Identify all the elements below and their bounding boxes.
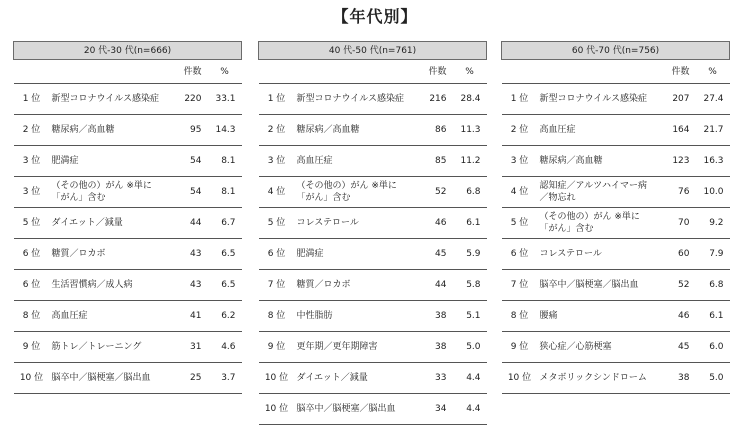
count-cell: 44 — [160, 208, 208, 239]
table-row — [502, 84, 730, 115]
item-cell: 中性脂肪 — [293, 301, 405, 332]
item-cell: メタボリックシンドローム — [536, 363, 648, 394]
table-row — [502, 115, 730, 146]
percent-cell: 8.1 — [208, 146, 242, 177]
item-cell: コレステロール — [293, 208, 405, 239]
count-cell: 38 — [405, 332, 453, 363]
table-row — [259, 332, 487, 363]
table-row — [14, 146, 242, 177]
item-cell: 肥満症 — [293, 239, 405, 270]
count-cell: 46 — [405, 208, 453, 239]
percent-cell: 6.8 — [696, 270, 730, 301]
percent-cell: 5.8 — [453, 270, 487, 301]
count-cell: 164 — [648, 115, 696, 146]
table-row — [14, 270, 242, 301]
item-cell: 高血圧症 — [293, 146, 405, 177]
count-cell: 33 — [405, 363, 453, 394]
rank-cell: 8 位 — [502, 301, 536, 332]
item-cell: 糖尿病／高血糖 — [536, 146, 648, 177]
rank-cell: 3 位 — [14, 146, 48, 177]
count-cell: 46 — [648, 301, 696, 332]
rank-cell: 9 位 — [502, 332, 536, 363]
percent-cell: 3.7 — [208, 363, 242, 394]
count-cell: 70 — [648, 208, 696, 239]
item-cell: コレステロール — [536, 239, 648, 270]
table-header: 60 代-70 代(n=756) — [502, 42, 730, 60]
rank-cell: 9 位 — [259, 332, 293, 363]
table-header: 40 代-50 代(n=761) — [259, 42, 487, 60]
percent-cell: 5.1 — [453, 301, 487, 332]
table-row — [259, 239, 487, 270]
item-cell: 新型コロナウイルス感染症 — [48, 84, 160, 115]
table-row — [14, 208, 242, 239]
table-header: 20 代-30 代(n=666) — [14, 42, 242, 60]
rank-cell: 8 位 — [14, 301, 48, 332]
table-row — [259, 363, 487, 394]
percent-cell: 6.5 — [208, 270, 242, 301]
ranking-table-40s-50s — [258, 41, 487, 425]
table-row — [502, 146, 730, 177]
count-cell: 43 — [160, 270, 208, 301]
count-cell: 60 — [648, 239, 696, 270]
rank-cell: 10 位 — [14, 363, 48, 394]
table-row — [502, 363, 730, 394]
item-cell: 糖尿病／高血糖 — [48, 115, 160, 146]
table-row — [14, 115, 242, 146]
count-cell: 76 — [648, 177, 696, 208]
count-cell: 44 — [405, 270, 453, 301]
item-cell: 更年期／更年期障害 — [293, 332, 405, 363]
percent-cell: 6.1 — [696, 301, 730, 332]
table-row — [502, 332, 730, 363]
percent-cell: 11.2 — [453, 146, 487, 177]
count-cell: 207 — [648, 84, 696, 115]
rank-cell: 2 位 — [259, 115, 293, 146]
rank-cell: 10 位 — [502, 363, 536, 394]
item-cell: 高血圧症 — [48, 301, 160, 332]
count-cell: 52 — [648, 270, 696, 301]
item-cell: 脳卒中／脳梗塞／脳出血 — [48, 363, 160, 394]
rank-cell: 7 位 — [502, 270, 536, 301]
table-row — [502, 301, 730, 332]
count-cell: 38 — [648, 363, 696, 394]
item-cell: ダイエット／減量 — [293, 363, 405, 394]
rank-cell: 6 位 — [259, 239, 293, 270]
item-cell: 脳卒中／脳梗塞／脳出血 — [536, 270, 648, 301]
percent-cell: 6.8 — [453, 177, 487, 208]
percent-cell: 6.1 — [453, 208, 487, 239]
percent-cell: 8.1 — [208, 177, 242, 208]
rank-cell: 2 位 — [502, 115, 536, 146]
percent-cell: 10.0 — [696, 177, 730, 208]
rank-cell: 2 位 — [14, 115, 48, 146]
rank-cell: 10 位 — [259, 363, 293, 394]
item-cell: 狭心症／心筋梗塞 — [536, 332, 648, 363]
rank-cell: 10 位 — [259, 394, 293, 425]
percent-cell: 21.7 — [696, 115, 730, 146]
table-row — [259, 115, 487, 146]
table-row — [14, 84, 242, 115]
item-cell: 糖質／ロカボ — [48, 239, 160, 270]
percent-cell: 28.4 — [453, 84, 487, 115]
percent-cell: 5.9 — [453, 239, 487, 270]
count-cell: 25 — [160, 363, 208, 394]
percent-cell: 6.2 — [208, 301, 242, 332]
count-cell: 41 — [160, 301, 208, 332]
count-cell: 85 — [405, 146, 453, 177]
item-cell: ダイエット／減量 — [48, 208, 160, 239]
percent-cell: 4.4 — [453, 394, 487, 425]
rank-cell: 5 位 — [14, 208, 48, 239]
rank-cell: 6 位 — [14, 270, 48, 301]
count-cell: 43 — [160, 239, 208, 270]
count-cell: 95 — [160, 115, 208, 146]
percent-cell: 4.4 — [453, 363, 487, 394]
table-row — [259, 177, 487, 208]
item-cell: 脳卒中／脳梗塞／脳出血 — [293, 394, 405, 425]
table-row — [259, 208, 487, 239]
item-cell: （その他の）がん ※単に「がん」含む — [293, 177, 405, 208]
percent-cell: 4.6 — [208, 332, 242, 363]
count-cell: 52 — [405, 177, 453, 208]
percent-cell: 5.0 — [696, 363, 730, 394]
rank-cell: 6 位 — [502, 239, 536, 270]
item-cell: 糖質／ロカボ — [293, 270, 405, 301]
percent-cell: 33.1 — [208, 84, 242, 115]
count-cell: 54 — [160, 146, 208, 177]
rank-cell: 3 位 — [259, 146, 293, 177]
percent-cell: 6.7 — [208, 208, 242, 239]
page-title: 【年代別】 — [332, 7, 418, 26]
table-row — [502, 239, 730, 270]
table-row — [259, 270, 487, 301]
percent-column-header: % — [220, 66, 229, 77]
percent-cell: 11.3 — [453, 115, 487, 146]
rank-cell: 1 位 — [14, 84, 48, 115]
count-column-header: 件数 — [183, 66, 202, 77]
item-cell: 肥満症 — [48, 146, 160, 177]
rank-cell: 1 位 — [259, 84, 293, 115]
table-row — [14, 301, 242, 332]
percent-column-header: % — [465, 66, 474, 77]
item-cell: 高血圧症 — [536, 115, 648, 146]
table-row — [502, 177, 730, 208]
count-cell: 45 — [648, 332, 696, 363]
ranking-table-20s-30s — [13, 41, 242, 394]
count-cell: 220 — [160, 84, 208, 115]
item-cell: （その他の）がん ※単に「がん」含む — [536, 208, 648, 239]
table-row — [502, 270, 730, 301]
table-row — [14, 332, 242, 363]
percent-cell: 14.3 — [208, 115, 242, 146]
table-row — [14, 239, 242, 270]
item-cell: 筋トレ／トレーニング — [48, 332, 160, 363]
percent-cell: 16.3 — [696, 146, 730, 177]
count-cell: 86 — [405, 115, 453, 146]
count-cell: 38 — [405, 301, 453, 332]
table-row — [14, 177, 242, 208]
count-cell: 34 — [405, 394, 453, 425]
percent-cell: 6.0 — [696, 332, 730, 363]
rank-cell: 5 位 — [259, 208, 293, 239]
rank-cell: 8 位 — [259, 301, 293, 332]
percent-cell: 9.2 — [696, 208, 730, 239]
rank-cell: 3 位 — [502, 146, 536, 177]
item-cell: 新型コロナウイルス感染症 — [293, 84, 405, 115]
table-row — [14, 363, 242, 394]
rank-cell: 7 位 — [259, 270, 293, 301]
percent-column-header: % — [708, 66, 717, 77]
table-row — [259, 146, 487, 177]
percent-cell: 5.0 — [453, 332, 487, 363]
rank-cell: 9 位 — [14, 332, 48, 363]
rank-cell: 1 位 — [502, 84, 536, 115]
item-cell: 腰痛 — [536, 301, 648, 332]
rank-cell: 3 位 — [14, 177, 48, 208]
percent-cell: 7.9 — [696, 239, 730, 270]
count-column-header: 件数 — [428, 66, 447, 77]
rank-cell: 6 位 — [14, 239, 48, 270]
table-row — [259, 394, 487, 425]
item-cell: 新型コロナウイルス感染症 — [536, 84, 648, 115]
rank-cell: 4 位 — [259, 177, 293, 208]
count-column-header: 件数 — [671, 66, 690, 77]
rank-cell: 4 位 — [502, 177, 536, 208]
percent-cell: 6.5 — [208, 239, 242, 270]
count-cell: 31 — [160, 332, 208, 363]
table-row — [259, 84, 487, 115]
count-cell: 54 — [160, 177, 208, 208]
count-cell: 216 — [405, 84, 453, 115]
count-cell: 45 — [405, 239, 453, 270]
item-cell: 認知症／アルツハイマー病／物忘れ — [536, 177, 648, 208]
rank-cell: 5 位 — [502, 208, 536, 239]
table-row — [259, 301, 487, 332]
percent-cell: 27.4 — [696, 84, 730, 115]
ranking-table-60s-70s — [501, 41, 730, 394]
item-cell: （その他の）がん ※単に「がん」含む — [48, 177, 160, 208]
item-cell: 生活習慣病／成人病 — [48, 270, 160, 301]
table-row — [502, 208, 730, 239]
count-cell: 123 — [648, 146, 696, 177]
item-cell: 糖尿病／高血糖 — [293, 115, 405, 146]
